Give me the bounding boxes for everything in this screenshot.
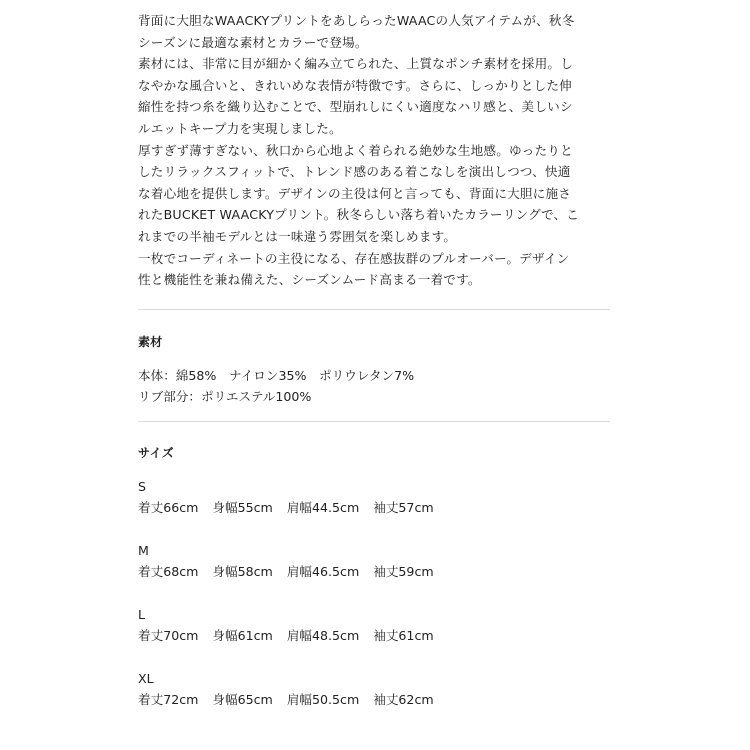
size-section-title: サイズ — [138, 445, 174, 460]
description-line: 素材には、非常に目が細かく編み立てられた、上質なポンチ素材を採用。し — [138, 56, 573, 72]
sleeve-length-value: 袖丈62cm — [373, 691, 434, 707]
size-measurements — [138, 689, 610, 710]
description-line: 縮性を持つ糸を織り込むことで、型崩れしにくい適度なハリ感と、美しいシ — [138, 99, 573, 115]
description-line: 一枚でコーディネートの主役になる、存在感抜群のプルオーバー。デザイン — [138, 250, 570, 266]
size-label: S — [138, 478, 146, 494]
body-width-value: 身幅65cm — [212, 691, 273, 707]
sleeve-length-value: 袖丈59cm — [373, 563, 434, 579]
size-item — [138, 540, 610, 582]
shoulder-width-value: 肩幅46.5cm — [286, 563, 360, 579]
description-line: れたBUCKET WAACKYプリント。秋冬らしい落ち着いたカラーリングで、こ — [138, 207, 580, 223]
size-item — [138, 668, 610, 710]
shoulder-width-value: 肩幅44.5cm — [286, 499, 360, 515]
description-line: な着心地を提供します。デザインの主役は何と言っても、背面に大胆に施さ — [138, 185, 572, 201]
size-measurements — [138, 497, 610, 518]
sleeve-length-value: 袖丈57cm — [373, 499, 434, 515]
section-divider — [138, 421, 610, 422]
description-line: 背面に大胆なWAACKYプリントをあしらったWAACの人気アイテムが、秋冬 — [138, 13, 575, 28]
length-value: 着丈66cm — [138, 499, 199, 515]
size-measurements — [138, 625, 610, 646]
material-line: リブ部分：ポリエステル100% — [138, 388, 312, 404]
size-list — [138, 476, 610, 710]
length-value: 着丈72cm — [138, 691, 199, 707]
body-width-value: 身幅55cm — [212, 499, 273, 515]
sleeve-length-value: 袖丈61cm — [373, 627, 434, 643]
size-measurements — [138, 561, 610, 582]
section-divider — [138, 309, 610, 310]
description-line: なやかな風合いと、きれいめな表情が特徴です。さらに、しっかりとした伸 — [138, 77, 572, 93]
description-line: シーズンに最適な素材とカラーで登場。 — [138, 34, 368, 50]
shoulder-width-value: 肩幅50.5cm — [286, 691, 360, 707]
material-list — [138, 365, 610, 407]
product-description — [138, 10, 610, 291]
body-width-value: 身幅61cm — [212, 627, 273, 643]
size-item — [138, 604, 610, 646]
body-width-value: 身幅58cm — [212, 563, 273, 579]
material-line: 本体：綿58% ナイロン35% ポリウレタン7% — [138, 367, 415, 383]
size-label: XL — [138, 670, 154, 686]
size-label: L — [138, 606, 146, 622]
length-value: 着丈68cm — [138, 563, 199, 579]
size-item — [138, 476, 610, 518]
size-label: M — [138, 542, 149, 558]
description-line: れまでの半袖モデルとは一味違う雰囲気を楽しめます。 — [138, 228, 457, 244]
material-section-title: 素材 — [138, 334, 163, 349]
description-line: したリラックスフィットで、トレンド感のある着こなしを演出しつつ、快適 — [138, 164, 571, 180]
shoulder-width-value: 肩幅48.5cm — [286, 627, 360, 643]
length-value: 着丈70cm — [138, 627, 199, 643]
description-line: 厚すぎず薄すぎない、秋口から心地よく着られる絶妙な生地感。ゆったりと — [138, 142, 573, 158]
description-line: 性と機能性を兼ね備えた、シーズンムード高まる一着です。 — [138, 272, 481, 288]
description-line: ルエットキープ力を実現しました。 — [138, 120, 342, 136]
product-detail-content — [138, 10, 610, 710]
